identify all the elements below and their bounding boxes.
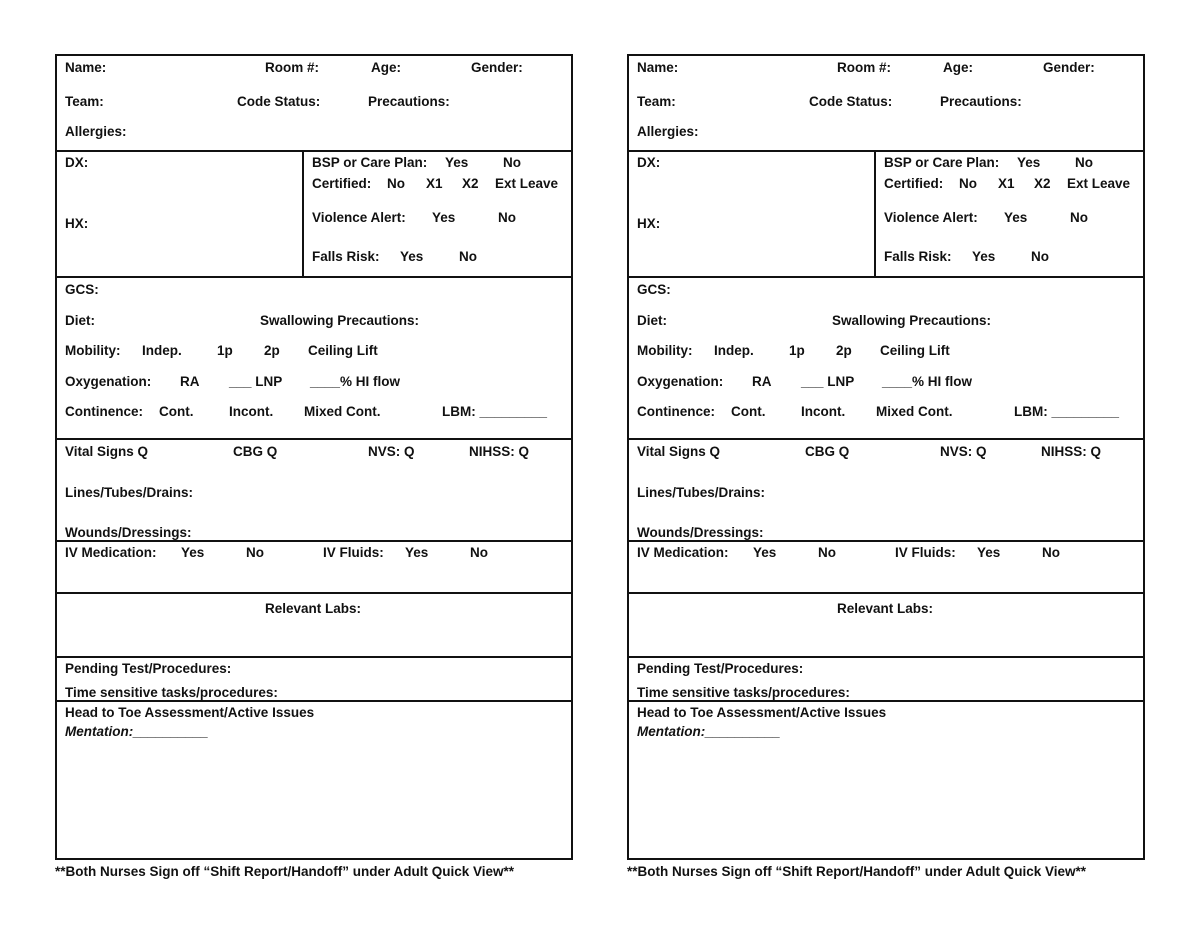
labs-section — [629, 594, 1143, 658]
cbg-field[interactable]: CBG Q — [805, 444, 850, 459]
iv-medication-no-option[interactable]: No — [818, 545, 836, 560]
hx-field[interactable]: HX: — [65, 216, 89, 231]
dx-field[interactable]: DX: — [65, 155, 89, 170]
time-sensitive-field[interactable]: Time sensitive tasks/procedures: — [65, 685, 278, 700]
mobility-1p-option[interactable]: 1p — [789, 343, 805, 358]
oxygen-hiflow-field[interactable]: ____% HI flow — [310, 374, 401, 389]
oxygenation-label: Oxygenation: — [65, 374, 152, 389]
precautions-field[interactable]: Precautions: — [940, 94, 1022, 109]
iv-fluids-no-option[interactable]: No — [1042, 545, 1060, 560]
iv-section — [629, 542, 1143, 594]
bsp-no-option[interactable]: No — [1075, 155, 1093, 170]
oxygen-ra-option[interactable]: RA — [180, 374, 200, 389]
continence-incont-option[interactable]: Incont. — [801, 404, 846, 419]
falls-yes-option[interactable]: Yes — [972, 249, 996, 264]
mentation-field[interactable]: Mentation:__________ — [65, 724, 209, 739]
assessment-section — [629, 278, 1143, 440]
age-field[interactable]: Age: — [943, 60, 973, 75]
oxygen-lnp-field[interactable]: ___ LNP — [801, 374, 855, 389]
wounds-dressings-field[interactable]: Wounds/Dressings: — [65, 525, 192, 540]
certified-ext-leave-option[interactable]: Ext Leave — [495, 176, 559, 191]
gender-field[interactable]: Gender: — [1043, 60, 1095, 75]
nihss-field[interactable]: NIHSS: Q — [1041, 444, 1102, 459]
hx-field[interactable]: HX: — [637, 216, 661, 231]
pending-section — [57, 658, 571, 702]
wounds-dressings-field[interactable]: Wounds/Dressings: — [637, 525, 764, 540]
oxygen-ra-option[interactable]: RA — [752, 374, 772, 389]
pending-section — [629, 658, 1143, 702]
bsp-care-plan-label: BSP or Care Plan: — [884, 155, 1000, 170]
footer-note-right: **Both Nurses Sign off “Shift Report/Handoff” under Adult Quick View** — [627, 864, 1087, 879]
swallowing-precautions-field[interactable]: Swallowing Precautions: — [260, 313, 420, 328]
mentation-field[interactable]: Mentation:__________ — [637, 724, 781, 739]
violence-yes-option[interactable]: Yes — [1004, 210, 1028, 225]
cbg-field[interactable]: CBG Q — [233, 444, 278, 459]
continence-mixed-option[interactable]: Mixed Cont. — [876, 404, 953, 419]
head-to-toe-heading: Head to Toe Assessment/Active Issues — [637, 705, 887, 720]
certified-ext-leave-option[interactable]: Ext Leave — [1067, 176, 1131, 191]
oxygen-lnp-field[interactable]: ___ LNP — [229, 374, 283, 389]
vitals-section — [629, 440, 1143, 542]
lbm-field[interactable]: LBM: _________ — [1014, 404, 1120, 419]
gcs-field[interactable]: GCS: — [65, 282, 99, 297]
certified-x2-option[interactable]: X2 — [462, 176, 479, 191]
lines-tubes-drains-field[interactable]: Lines/Tubes/Drains: — [65, 485, 194, 500]
team-field[interactable]: Team: — [637, 94, 676, 109]
continence-incont-option[interactable]: Incont. — [229, 404, 274, 419]
column-divider — [302, 152, 304, 276]
certified-label: Certified: — [884, 176, 944, 191]
violence-no-option[interactable]: No — [1070, 210, 1088, 225]
precautions-field[interactable]: Precautions: — [368, 94, 450, 109]
head-to-toe-heading: Head to Toe Assessment/Active Issues — [65, 705, 315, 720]
mobility-ceiling-lift-option[interactable]: Ceiling Lift — [880, 343, 950, 358]
head-to-toe-section — [629, 702, 1143, 858]
mobility-1p-option[interactable]: 1p — [217, 343, 233, 358]
mobility-label: Mobility: — [637, 343, 693, 358]
certified-no-option[interactable]: No — [959, 176, 977, 191]
dx-field[interactable]: DX: — [637, 155, 661, 170]
bsp-care-plan-label: BSP or Care Plan: — [312, 155, 428, 170]
falls-risk-label: Falls Risk: — [884, 249, 952, 264]
nvs-field[interactable]: NVS: Q — [940, 444, 987, 459]
continence-label: Continence: — [637, 404, 716, 419]
pending-tests-field[interactable]: Pending Test/Procedures: — [65, 661, 232, 676]
patient-info-section — [57, 56, 571, 152]
violence-yes-option[interactable]: Yes — [432, 210, 456, 225]
mobility-label: Mobility: — [65, 343, 121, 358]
bsp-yes-option[interactable]: Yes — [445, 155, 469, 170]
pending-tests-field[interactable]: Pending Test/Procedures: — [637, 661, 804, 676]
vitals-section — [57, 440, 571, 542]
lines-tubes-drains-field[interactable]: Lines/Tubes/Drains: — [637, 485, 766, 500]
report-card-left — [55, 54, 573, 860]
continence-label: Continence: — [65, 404, 144, 419]
oxygen-hiflow-field[interactable]: ____% HI flow — [882, 374, 973, 389]
relevant-labs-field[interactable]: Relevant Labs: — [265, 601, 362, 616]
room-field[interactable]: Room #: — [265, 60, 319, 75]
bsp-yes-option[interactable]: Yes — [1017, 155, 1041, 170]
iv-medication-label: IV Medication: — [637, 545, 729, 560]
iv-medication-no-option[interactable]: No — [246, 545, 264, 560]
iv-fluids-yes-option[interactable]: Yes — [977, 545, 1001, 560]
dx-hx-section — [629, 152, 1143, 278]
code-status-field[interactable]: Code Status: — [237, 94, 321, 109]
certified-no-option[interactable]: No — [387, 176, 405, 191]
labs-section — [57, 594, 571, 658]
mobility-indep-option[interactable]: Indep. — [142, 343, 182, 358]
iv-fluids-label: IV Fluids: — [323, 545, 384, 560]
gender-field[interactable]: Gender: — [471, 60, 523, 75]
certified-x2-option[interactable]: X2 — [1034, 176, 1051, 191]
continence-cont-option[interactable]: Cont. — [731, 404, 766, 419]
nihss-field[interactable]: NIHSS: Q — [469, 444, 530, 459]
mobility-ceiling-lift-option[interactable]: Ceiling Lift — [308, 343, 378, 358]
code-status-field[interactable]: Code Status: — [809, 94, 893, 109]
oxygenation-label: Oxygenation: — [637, 374, 724, 389]
violence-alert-label: Violence Alert: — [884, 210, 978, 225]
iv-fluids-yes-option[interactable]: Yes — [405, 545, 429, 560]
mobility-indep-option[interactable]: Indep. — [714, 343, 754, 358]
continence-cont-option[interactable]: Cont. — [159, 404, 194, 419]
time-sensitive-field[interactable]: Time sensitive tasks/procedures: — [637, 685, 850, 700]
certified-label: Certified: — [312, 176, 372, 191]
certified-x1-option[interactable]: X1 — [998, 176, 1015, 191]
vital-signs-field[interactable]: Vital Signs Q — [637, 444, 721, 459]
assessment-section — [57, 278, 571, 440]
falls-no-option[interactable]: No — [459, 249, 477, 264]
diet-field[interactable]: Diet: — [65, 313, 95, 328]
falls-risk-label: Falls Risk: — [312, 249, 380, 264]
bsp-no-option[interactable]: No — [503, 155, 521, 170]
iv-fluids-label: IV Fluids: — [895, 545, 956, 560]
violence-alert-label: Violence Alert: — [312, 210, 406, 225]
vital-signs-field[interactable]: Vital Signs Q — [65, 444, 149, 459]
iv-medication-yes-option[interactable]: Yes — [181, 545, 205, 560]
allergies-field[interactable]: Allergies: — [637, 124, 699, 139]
iv-medication-yes-option[interactable]: Yes — [753, 545, 777, 560]
team-field[interactable]: Team: — [65, 94, 104, 109]
mobility-2p-option[interactable]: 2p — [264, 343, 280, 358]
continence-mixed-option[interactable]: Mixed Cont. — [304, 404, 381, 419]
allergies-field[interactable]: Allergies: — [65, 124, 127, 139]
lbm-field[interactable]: LBM: _________ — [442, 404, 548, 419]
certified-x1-option[interactable]: X1 — [426, 176, 443, 191]
iv-section — [57, 542, 571, 594]
violence-no-option[interactable]: No — [498, 210, 516, 225]
nvs-field[interactable]: NVS: Q — [368, 444, 415, 459]
age-field[interactable]: Age: — [371, 60, 401, 75]
column-divider — [874, 152, 876, 276]
footer-note-left: **Both Nurses Sign off “Shift Report/Handoff” under Adult Quick View** — [55, 864, 515, 879]
iv-fluids-no-option[interactable]: No — [470, 545, 488, 560]
head-to-toe-section — [57, 702, 571, 858]
name-field[interactable]: Name: — [65, 60, 107, 75]
falls-yes-option[interactable]: Yes — [400, 249, 424, 264]
dx-hx-section — [57, 152, 571, 278]
mobility-2p-option[interactable]: 2p — [836, 343, 852, 358]
falls-no-option[interactable]: No — [1031, 249, 1049, 264]
report-card-right — [627, 54, 1145, 860]
gcs-field[interactable]: GCS: — [637, 282, 671, 297]
room-field[interactable]: Room #: — [837, 60, 891, 75]
relevant-labs-field[interactable]: Relevant Labs: — [837, 601, 934, 616]
iv-medication-label: IV Medication: — [65, 545, 157, 560]
swallowing-precautions-field[interactable]: Swallowing Precautions: — [832, 313, 992, 328]
diet-field[interactable]: Diet: — [637, 313, 667, 328]
patient-info-section — [629, 56, 1143, 152]
name-field[interactable]: Name: — [637, 60, 679, 75]
